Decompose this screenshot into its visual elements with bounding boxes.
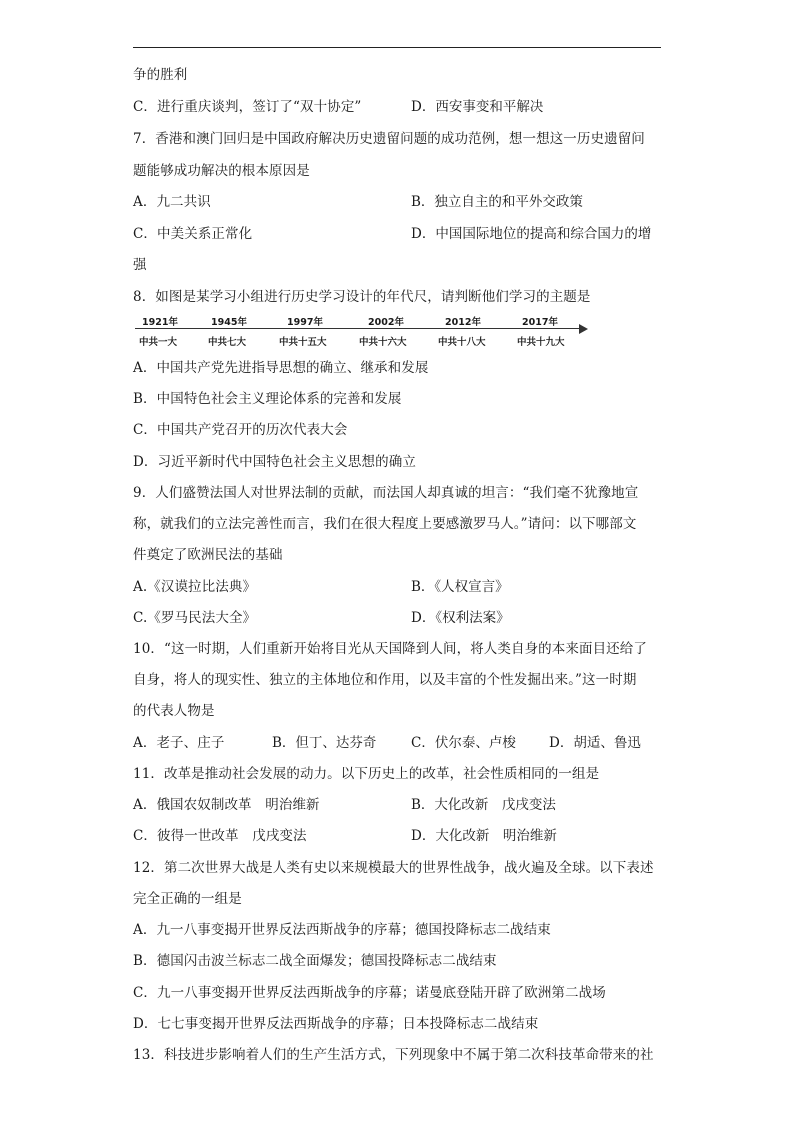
header-rule (133, 47, 661, 48)
timeline-year: 2002年 (368, 317, 404, 328)
q11-option-d: D．大化改新 明治维新 (411, 828, 557, 844)
q11-option-c: C．彼得一世改革 戊戌变法 (133, 828, 307, 844)
q11-option-b: B．大化改新 戊戌变法 (411, 797, 556, 813)
q10-stem: 10．“这一时期，人们重新开始将目光从天国降到人间，将人类自身的本来面目还给了 (133, 641, 647, 657)
timeline-label: 中共十五大 (279, 337, 327, 348)
q7-stem: 7．香港和澳门回归是中国政府解决历史遗留问题的成功范例，想一想这一历史遗留问 (133, 131, 645, 147)
q9-stem-2: 称，就我们的立法完善性而言，我们在很大程度上要感激罗马人。”请问：以下哪部文 (133, 516, 637, 532)
timeline-arrow-icon (579, 324, 588, 334)
timeline-label: 中共一大 (139, 337, 178, 348)
q8-stem: 8．如图是某学习小组进行历史学习设计的年代尺，请判断他们学习的主题是 (133, 289, 591, 305)
timeline-label: 中共十六大 (359, 337, 407, 348)
q10-option-d: D．胡适、鲁迅 (549, 735, 641, 751)
q7-option-d-wrap: 强 (133, 257, 147, 273)
timeline-axis (135, 328, 581, 329)
q12-option-d: D．七七事变揭开世界反法西斯战争的序幕；日本投降标志二战结束 (133, 1016, 539, 1032)
q9-option-a: A.《汉谟拉比法典》 (133, 579, 257, 595)
timeline-year: 1921年 (142, 317, 178, 328)
q8-option-b: B．中国特色社会主义理论体系的完善和发展 (133, 391, 402, 407)
q7-option-c: C．中美关系正常化 (133, 226, 253, 242)
q6-option-c: C．进行重庆谈判，签订了“双十协定” (133, 99, 362, 115)
q11-stem: 11．改革是推动社会发展的动力。以下历史上的改革，社会性质相同的一组是 (133, 766, 600, 782)
q10-option-b: B．但丁、达芬奇 (272, 735, 377, 751)
q6-option-d: D．西安事变和平解决 (411, 99, 544, 115)
q10-stem-3: 的代表人物是 (133, 703, 215, 719)
timeline-year: 2012年 (445, 317, 481, 328)
q12-option-a: A．九一八事变揭开世界反法西斯战争的序幕；德国投降标志二战结束 (133, 922, 551, 938)
q10-option-c: C．伏尔泰、卢梭 (411, 735, 516, 751)
q8-option-c: C．中国共产党召开的历次代表大会 (133, 422, 348, 438)
text-line: 争的胜利 (133, 67, 188, 83)
q9-option-b: B．《人权宣言》 (411, 579, 509, 595)
q10-stem-2: 自身，将人的现实性、独立的主体地位和作用，以及丰富的个性发掘出来。”这一时期 (133, 672, 637, 688)
q7-option-b: B．独立自主的和平外交政策 (411, 194, 583, 210)
timeline-year: 1997年 (287, 317, 323, 328)
timeline-year: 2017年 (522, 317, 558, 328)
q11-option-a: A．俄国农奴制改革 明治维新 (133, 797, 320, 813)
q7-option-a: A．九二共识 (133, 194, 211, 210)
q9-stem: 9．人们盛赞法国人对世界法制的贡献，而法国人却真诚的坦言：“我们毫不犹豫地宣 (133, 485, 639, 501)
timeline-label: 中共七大 (208, 337, 247, 348)
q10-option-a: A．老子、庄子 (133, 735, 225, 751)
timeline-ruler (135, 314, 590, 348)
q9-stem-3: 件奠定了欧洲民法的基础 (133, 547, 283, 563)
q7-option-d: D．中国国际地位的提高和综合国力的增 (411, 226, 652, 242)
q13-stem: 13．科技进步影响着人们的生产生活方式，下列现象中不属于第二次科技革命带来的社 (133, 1047, 654, 1063)
timeline-label: 中共十九大 (517, 337, 565, 348)
q12-option-b: B．德国闪击波兰标志二战全面爆发；德国投降标志二战结束 (133, 953, 497, 969)
q12-option-c: C．九一八事变揭开世界反法西斯战争的序幕；诺曼底登陆开辟了欧洲第二战场 (133, 985, 606, 1001)
q9-option-c: C.《罗马民法大全》 (133, 610, 257, 626)
q8-option-a: A．中国共产党先进指导思想的确立、继承和发展 (133, 360, 429, 376)
q7-stem-2: 题能够成功解决的根本原因是 (133, 163, 310, 179)
q12-stem: 12．第二次世界大战是人类有史以来规模最大的世界性战争，战火遍及全球。以下表述 (133, 860, 654, 876)
timeline-label: 中共十八大 (438, 337, 486, 348)
q9-option-d: D．《权利法案》 (411, 610, 510, 626)
q12-stem-2: 完全正确的一组是 (133, 891, 242, 907)
timeline-year: 1945年 (211, 317, 247, 328)
q8-option-d: D．习近平新时代中国特色社会主义思想的确立 (133, 454, 416, 470)
